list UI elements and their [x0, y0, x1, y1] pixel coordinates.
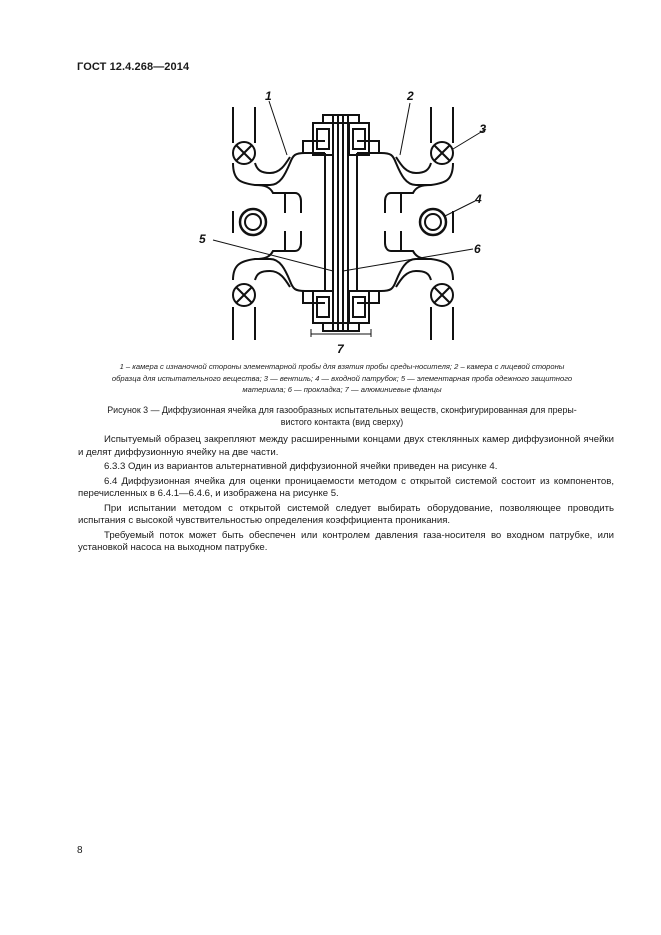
legend-line: образца для испытательного вещества; 3 — вентиль; 4 — входной патрубок; 5 — элементарная проба одежного защитного — [111, 373, 573, 383]
paragraph: При испытании методом с открытой системой следует выбирать оборудование, позволяющее проводить испытания с высокой чувствительностью определения коэффициента проникания. — [78, 502, 614, 526]
paragraph: 6.3.3 Один из вариантов альтернативной диффузионной ячейки приведен на рисунке 4. — [104, 461, 498, 472]
caption-line: вистого контакта (вид сверху) — [280, 417, 404, 427]
document-header: ГОСТ 12.4.268—2014 — [77, 61, 190, 73]
label-4: 4 — [475, 192, 482, 206]
page-number: 8 — [77, 845, 83, 856]
legend-line: материала; 6 — прокладка; 7 — алюминиевые фланцы — [242, 385, 442, 394]
label-2: 2 — [407, 89, 414, 103]
diffusion-cell-drawing — [195, 85, 485, 360]
diffusion-cell-figure — [195, 85, 485, 360]
body-text — [78, 434, 614, 557]
label-3: 3 — [479, 122, 486, 136]
paragraph: Требуемый поток может быть обеспечен или контролем давления газа-носителя во входном патрубке, или установкой насоса на выходном патрубке. — [78, 529, 614, 553]
caption-line: Рисунок 3 — Диффузионная ячейка для газообразных испытательных веществ, сконфигурированная для преры- — [107, 405, 577, 415]
label-7: 7 — [337, 342, 344, 356]
paragraph: Испытуемый образец закрепляют между расширенными концами двух стеклянных камер диффузионной ячейки и делят диффузионную ячейку на две части. — [78, 434, 614, 458]
label-1: 1 — [265, 89, 272, 103]
paragraph: 6.4 Диффузионная ячейка для оценки проницаемости методом с открытой системой состоит из компонентов, перечисленных в 6.4.1—6.4.6, и изображена на рисунке 5. — [78, 475, 614, 499]
label-6: 6 — [474, 242, 481, 256]
figure-caption — [78, 404, 606, 428]
legend-line: 1 – камера с изнаночной стороны элементарной пробы для взятия пробы среды-носителя; 2 – камера с лицевой стороны — [119, 362, 565, 371]
label-5: 5 — [199, 232, 206, 246]
figure-legend — [78, 361, 606, 396]
